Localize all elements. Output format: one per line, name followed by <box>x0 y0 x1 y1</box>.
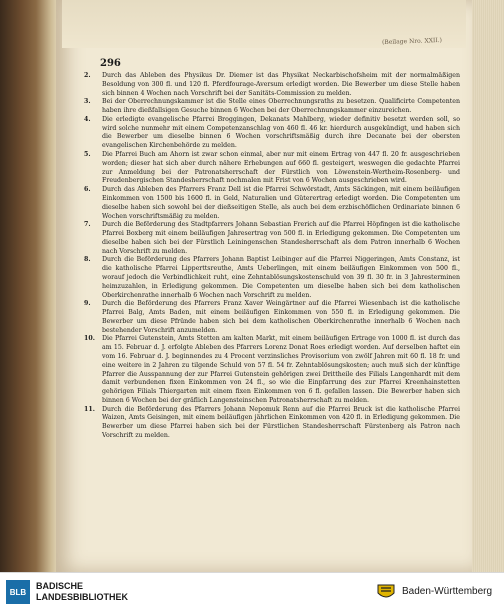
notice-number: 10. <box>84 335 95 343</box>
notice-entry <box>82 151 460 186</box>
notice-entry <box>82 72 460 98</box>
page-stamp: (Beilage Nro. XXII.) <box>381 36 443 47</box>
notice-text: Durch das Ableben des Pfarrers Franz Dell ist die Pfarrei Schwörstadt, Amts Säckingen, mit einem beiläufigen Einkommen von 1500 bis 1600 fl. in Geld, Naturalien und Güterertrag erledigt worden. Die Competenten um dieselbe haben sich sowohl bei der dießseitigen Stelle, als auch bei dem erzbischöflichen Ordinariate binnen 6 Wochen vorschriftsmäßig zu melden. <box>102 186 460 220</box>
book-page <box>56 0 472 572</box>
notice-entry <box>82 256 460 300</box>
notice-number: 6. <box>84 186 91 194</box>
notice-text: Die Pfarrei Gutenstein, Amts Stetten am kalten Markt, mit einem beiläufigen Ertrage von 1000 fl. ist durch das am 15. Februar d. J. erfolgte Ableben des Pfarrers Lorenz Donat Roes erledigt worden. Auf derselben haftet ein vom 16. Februar d. J. beginnendes zu 4 Procent verzinsliches Provisorium von zwölf Jahren mit 60 fl. 18 fr. und eine weitere in 2 Jahren zu tilgende Schuld von 57 fl. 54 fr. Zehntablösungskosten; auch muß sich der künftige Pfarrer die Ausspannung der zur Pfarrei Gutenstein gehörigen zwei Drittheile des Filials Langenhardt mit dem damit verbundenen fixen Einkommen von 24 fl., so wie die Einpfarrung des zur Pfarrei Kreenhainstetten gehörigen Filials Thiergarten mit einem fixen Einkommen von 6 fl. gefallen lassen. Die Bewerber haben sich binnen 6 Wochen bei der gräflich Langensteinschen Patronatsherrschaft zu melden. <box>102 335 460 404</box>
baden-wuerttemberg-crest-icon <box>376 583 396 601</box>
notice-number: 2. <box>84 72 91 79</box>
baden-wuerttemberg-label[interactable]: Baden-Württemberg <box>402 586 493 597</box>
notice-text: Die Pfarrei Buch am Ahorn ist zwar schon einmal, aber nur mit einem Ertrag von 447 fl. 20 fr. ausgeschrieben worden; dieser hat sich aber durch nähere Erhebungen auf 660 fl. gesteigert, weswegen die gedachte Pfarrei zur Anmeldung bei der Patronatsherrschaft der Fürstlich von Löwenstein-Wertheim-Rosenberg- und Freudenbergischen Standesherrschaft nochmalen mit Frist von 6 Wochen ausgeschrieben wird. <box>102 151 460 185</box>
blb-line1: BADISCHE <box>36 581 84 591</box>
notice-text: Durch die Beförderung des Stadtpfarrers Johann Sebastian Frerich auf die Pfarrei Höpfingen ist die katholische Pfarrei Boxberg mit einem beiläufigen Jahresertrag von 500 fl. in Erledigung gekommen. Die Competenten um dieselbe haben sich bei der Fürstlich Leiningenschen Standesherrschaft als dem Patron innerhalb 6 Wochen nach Vorschrift zu melden. <box>102 221 460 255</box>
book-spine <box>0 0 60 572</box>
notice-text: Durch die Beförderung des Pfarrers Franz Xaver Weingärtner auf die Pfarrei Wiesenbach ist die katholische Pfarrei Balg, Amts Baden, mit einem beiläufigen Einkommen von 550 fl. in Erledigung gekommen. Die Bewerber um diese Pfründe haben sich bei dem katholischen Oberkirchenrathe innerhalb 6 Wochen nach bestehender Vorschrift anzumelden. <box>102 300 460 334</box>
notice-text: Durch die Beförderung des Pfarrers Johann Baptist Leibinger auf die Pfarrei Niggeringen, Amts Constanz, ist die katholische Pfarrei Lipperttsreuthe, Amts Ueberlingen, mit einem beiläufigen Einkommen von 500 fl., worauf jedoch die Verbindlichkeit ruht, eine Zehntablösungskostenschuld von 39 fl. 30 fr. in 3 Jahresterminen heimzuzahlen, in Erledigung gekommen. Die Competenten um dieselbe haben sich bei dem katholischen Oberkirchenrathe innerhalb 6 Wochen nach Vorschrift zu melden. <box>102 256 460 299</box>
notice-entry <box>82 116 460 151</box>
blb-line2: LANDESBIBLIOTHEK <box>36 592 128 602</box>
notice-number: 9. <box>84 300 91 308</box>
notice-entry <box>82 300 460 335</box>
notice-number: 11. <box>84 405 95 413</box>
notice-entry <box>82 221 460 256</box>
notice-number: 3. <box>84 98 91 106</box>
blb-logo-icon[interactable]: BLB <box>6 580 30 604</box>
notice-number: 5. <box>84 151 91 159</box>
notice-text: Bei der Oberrechnungskammer ist die Stelle eines Oberrechnungsraths zu besetzen. Qualificirte Competenten haben ihre dießfallsigen Gesuche binnen 6 Wochen bei der Oberrechnungskammer einzureichen. <box>102 98 460 115</box>
footer-bar <box>0 572 504 612</box>
notice-entry <box>82 406 460 441</box>
notice-text: Die erledigte evangelische Pfarrei Broggingen, Dekanats Mahlberg, wieder definitiv besetzt werden soll, so wird solche nunmehr mit einem Competenzanschlag von 460 fl. 46 kr. hierdurch ausgekündigt, und haben sich die Bewerber um dieselbe binnen 6 Wochen vorschriftsmäßig durch ihre Decanate bei der obersten evangelischen Kirchenbehörde zu melden. <box>102 115 460 150</box>
page-number: 296 <box>100 58 121 69</box>
notice-number: 4. <box>84 115 91 123</box>
notice-entry <box>82 98 460 116</box>
page-stack-edge <box>468 0 504 572</box>
notice-number: 8. <box>84 256 91 264</box>
notice-text: Durch das Ableben des Physikus Dr. Diemer ist das Physikat Neckarbischofsheim mit der normalmäßigen Besoldung von 300 fl. und 120 fl. Pferdfourage-Aversum erledigt worden. Die Bewerber um diese Stelle haben sich binnen 4 Wochen nach Vorschrift bei der Sanitäts-Commission zu melden. <box>102 72 460 97</box>
notice-entry <box>82 335 460 405</box>
notice-entry <box>82 186 460 221</box>
notice-text: Durch die Beförderung des Pfarrers Johann Nepomuk Renn auf die Pfarrei Bruck ist die katholische Pfarrei Waizen, Amts Geisingen, mit einem beiläufigen jährlichen Einkommen von 420 fl. in Erledigung gekommen. Die Bewerber um diese Pfarrei haben sich bei der Fürstlichen Standesherrschaft Fürstenberg als Patron nach Vorschrift zu melden. <box>102 405 460 440</box>
page-content <box>82 72 460 441</box>
blb-wordmark[interactable] <box>36 581 128 603</box>
notice-number: 7. <box>84 221 91 229</box>
